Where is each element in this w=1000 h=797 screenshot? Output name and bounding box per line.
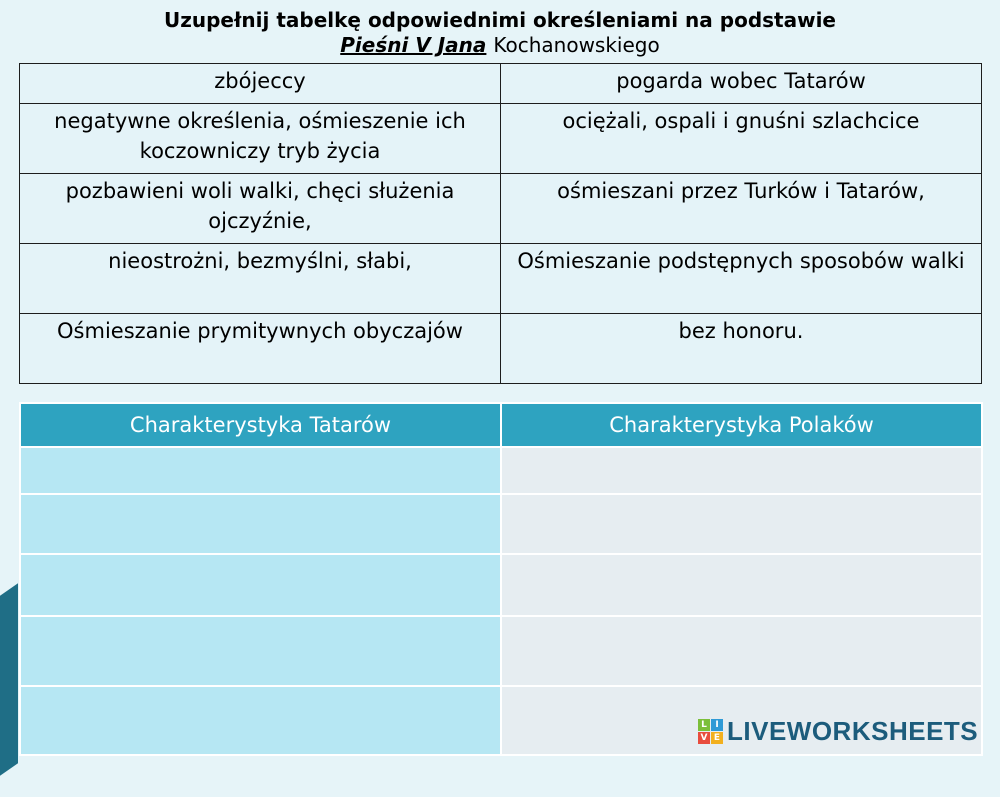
title-line-1: Uzupełnij tabelkę odpowiednimi określeniami na podstawie [163,8,836,32]
word-bank-table [19,63,982,384]
answer-drop-zone[interactable] [501,447,982,494]
title-line-2 [0,33,1000,58]
word-tile[interactable]: negatywne określenia, ośmieszenie ich koczowniczy tryb życia [20,104,501,174]
liveworksheets-icon [698,719,723,744]
word-tile[interactable]: Ośmieszanie prymitywnych obyczajów [20,314,501,384]
title-work-name: Pieśni V Jana [340,33,487,57]
word-tile[interactable]: nieostrożni, bezmyślni, słabi, [20,244,501,314]
answer-drop-zone[interactable] [20,447,501,494]
word-tile[interactable]: pogarda wobec Tatarów [501,64,982,104]
answer-drop-zone[interactable] [20,616,501,686]
page-title [0,8,1000,58]
word-tile[interactable]: zbójeccy [20,64,501,104]
word-tile[interactable]: ośmieszani przez Turków i Tatarów, [501,174,982,244]
answer-drop-zone[interactable] [501,494,982,554]
answer-drop-zone[interactable] [20,554,501,616]
answer-drop-zone[interactable] [501,616,982,686]
liveworksheets-logo [698,716,978,746]
column-header-poles: Charakterystyka Polaków [501,403,982,447]
word-tile[interactable]: ociężali, ospali i gnuśni szlachcice [501,104,982,174]
word-tile[interactable]: Ośmieszanie podstępnych sposobów walki [501,244,982,314]
answer-drop-zone[interactable] [20,494,501,554]
column-header-tatars: Charakterystyka Tatarów [20,403,501,447]
logo-tile: E [711,732,723,744]
corner-decoration [0,583,18,797]
word-tile[interactable]: pozbawieni woli walki, chęci służenia ojczyźnie, [20,174,501,244]
logo-tile: V [698,732,710,744]
word-tile[interactable]: bez honoru. [501,314,982,384]
logo-tile: I [711,719,723,731]
title-author: Kochanowskiego [493,33,660,57]
answer-drop-zone[interactable] [501,554,982,616]
answer-table [19,402,983,756]
logo-text: LIVEWORKSHEETS [727,715,979,746]
logo-tile: L [698,719,710,731]
answer-drop-zone[interactable] [20,686,501,755]
